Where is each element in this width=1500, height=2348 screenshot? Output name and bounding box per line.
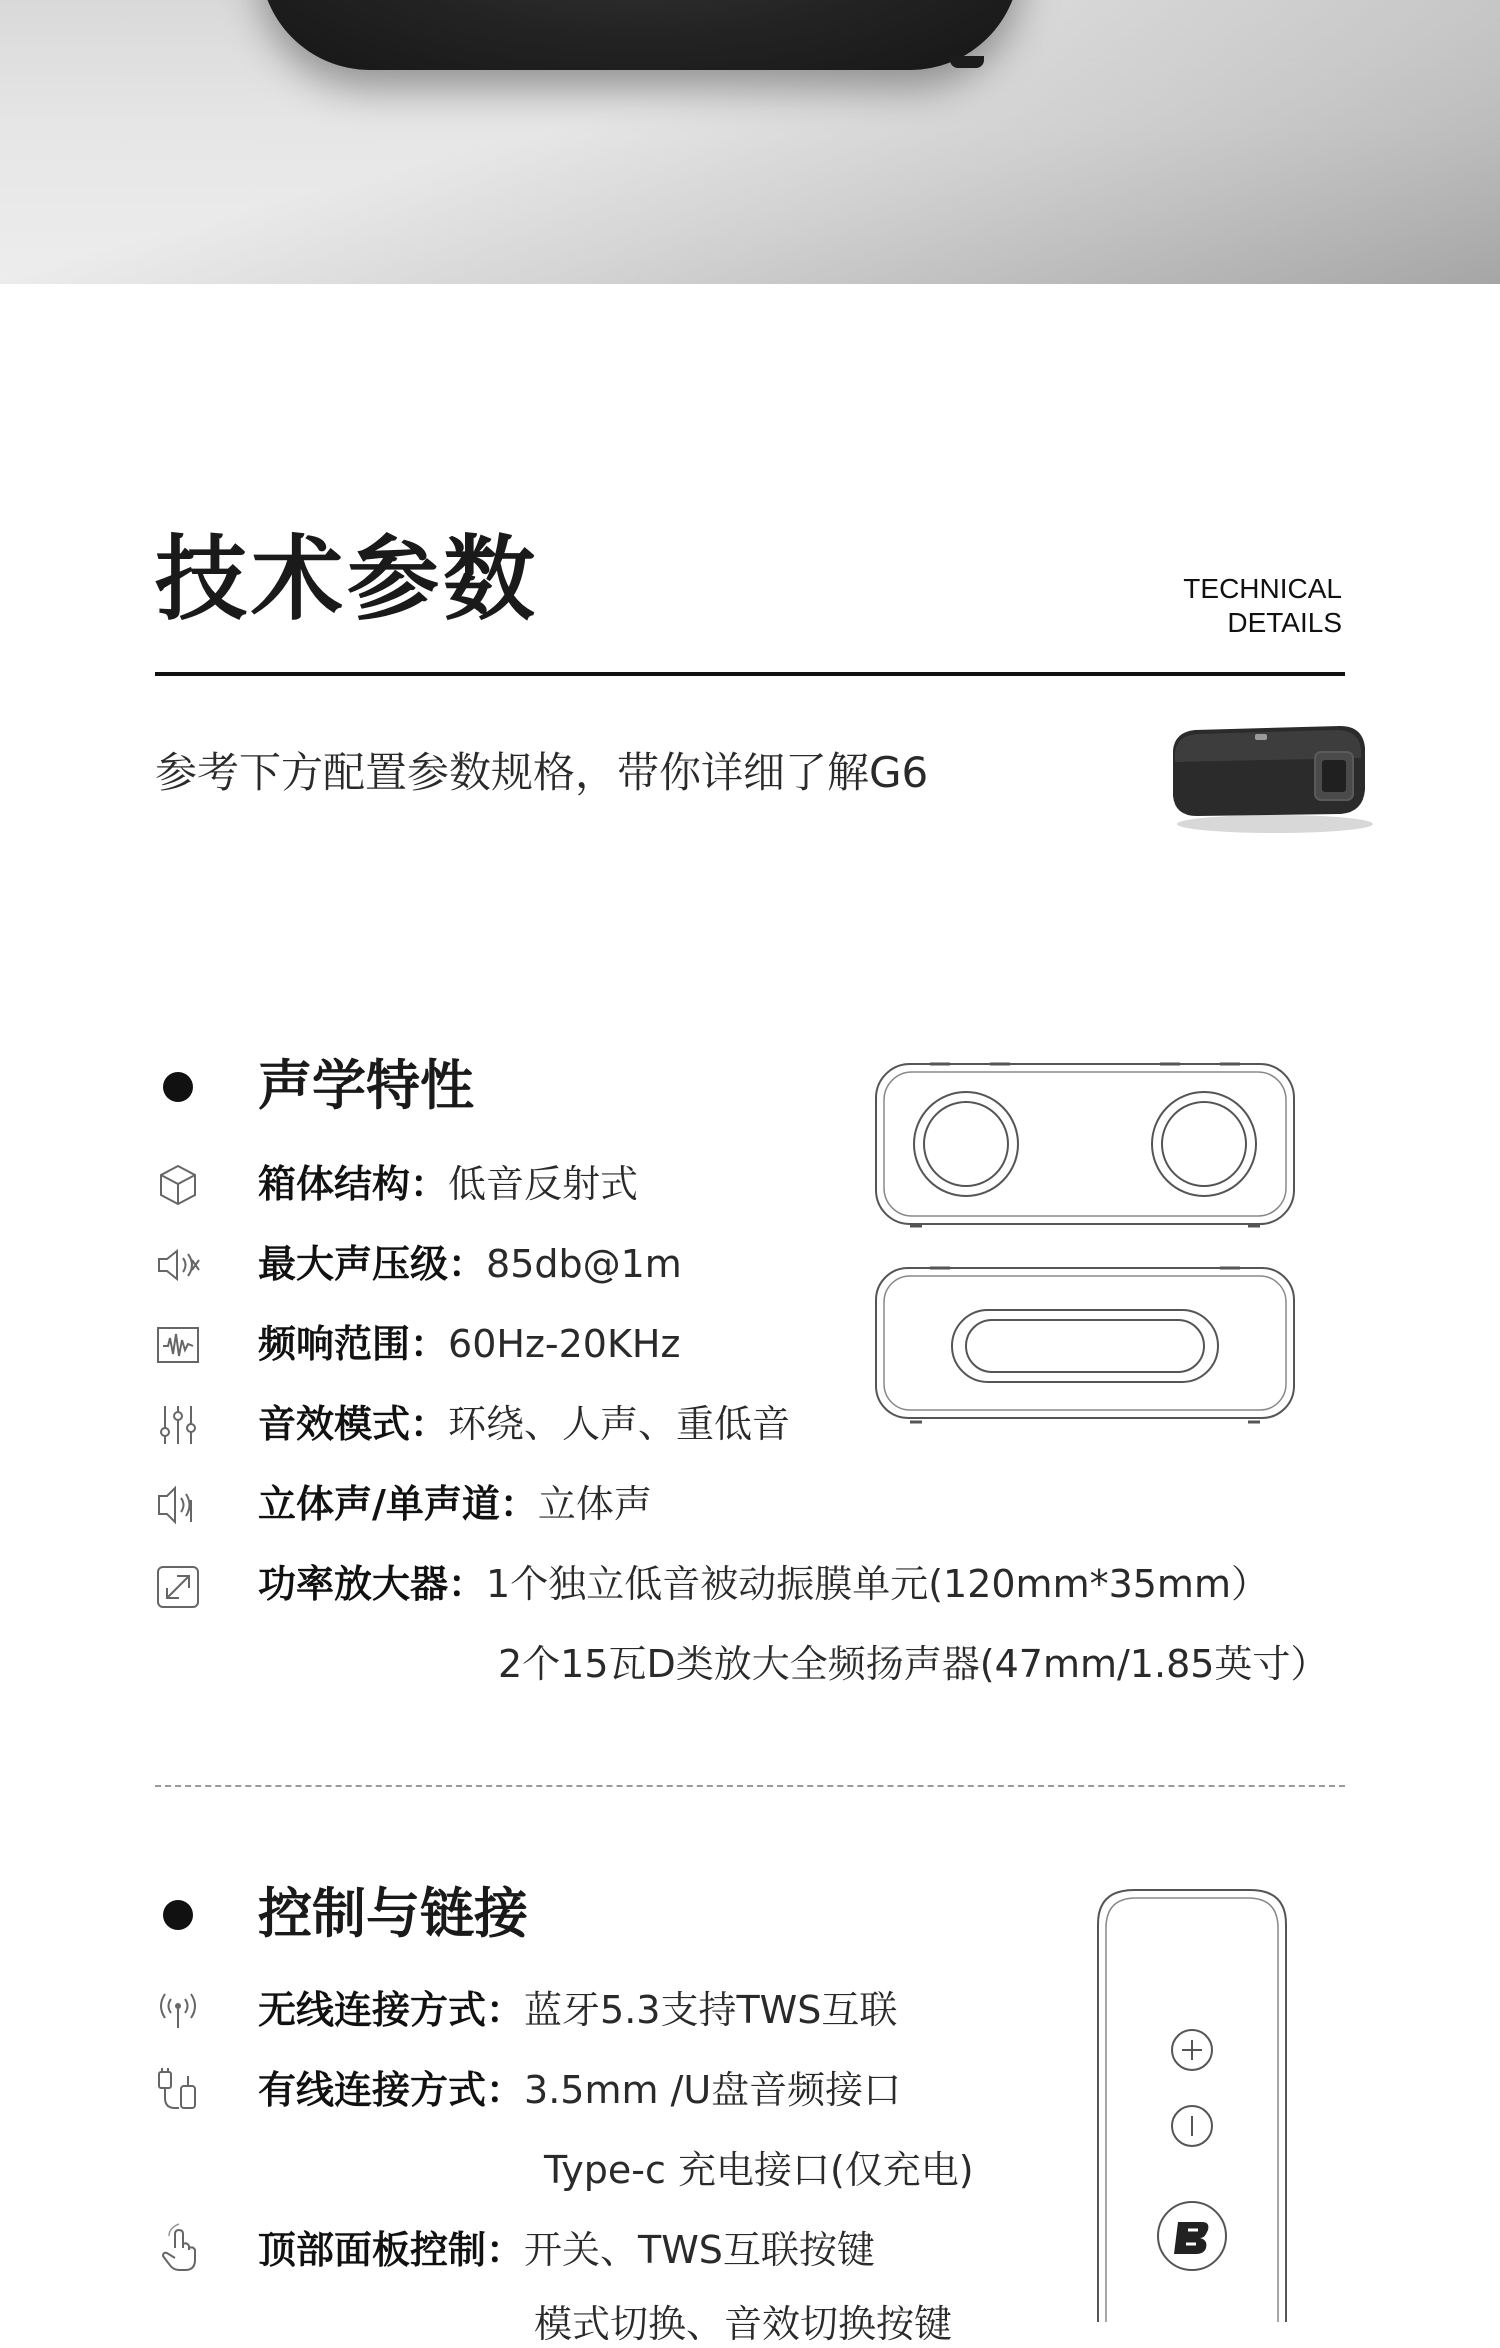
spec-value: 开关、TWS互联按键 (524, 2228, 875, 2272)
spec-key: 功率放大器： (258, 1562, 487, 1606)
spec-key: 箱体结构： (258, 1162, 449, 1206)
acoustic-section-title: 声学特性 (258, 1054, 474, 1117)
spec-key: 有线连接方式： (258, 2068, 525, 2112)
equalizer-icon (155, 1402, 201, 1448)
spec-value: 3.5mm /U盘音频接口 (524, 2068, 902, 2112)
speaker-volume-icon (155, 1242, 201, 1288)
spec-panel-line2: 模式切换、音效切换按键 (534, 2302, 953, 2346)
waveform-icon (155, 1322, 201, 1368)
spec-key: 立体声/单声道： (258, 1482, 538, 1526)
spec-amplifier-line2: 2个15瓦D类放大全频扬声器(47mm/1.85英寸） (498, 1642, 1329, 1686)
page-title-english (1183, 572, 1342, 640)
spec-wired-line2: Type-c 充电接口(仅充电) (544, 2148, 974, 2192)
spec-row-top-panel (258, 2226, 875, 2274)
title-en-line2: DETAILS (1227, 607, 1342, 638)
spec-key: 音效模式： (258, 1402, 449, 1446)
speaker-top-panel-line-art (1090, 1884, 1294, 2322)
spec-value: 蓝牙5.3支持TWS互联 (524, 1988, 898, 2032)
acoustic-bullet (163, 1072, 193, 1102)
spec-value: 立体声 (537, 1482, 652, 1526)
spec-key: 无线连接方式： (258, 1988, 525, 2032)
spec-key: 最大声压级： (258, 1242, 487, 1286)
hero-product-photo (0, 0, 1500, 284)
control-section-title: 控制与链接 (258, 1882, 528, 1945)
wireless-icon (155, 1986, 201, 2032)
spec-key: 频响范围： (258, 1322, 449, 1366)
spec-value: 环绕、人声、重低音 (448, 1402, 791, 1446)
cube-icon (155, 1162, 201, 1208)
speaker-front-line-art (870, 1056, 1300, 1236)
stereo-icon (155, 1482, 201, 1528)
spec-row-wired (258, 2066, 901, 2114)
spec-row-frequency (258, 1320, 680, 1368)
mini-speaker-image (1165, 712, 1380, 837)
speaker-back-line-art (870, 1262, 1300, 1432)
spec-value: 60Hz-20KHz (448, 1322, 681, 1366)
expand-icon (155, 1564, 201, 1610)
touch-hand-icon (155, 2226, 201, 2272)
spec-row-amplifier (258, 1560, 1269, 1608)
spec-row-wireless (258, 1986, 897, 2034)
header-divider (155, 672, 1345, 676)
hero-shadow (0, 0, 1500, 284)
spec-value: 1个独立低音被动振膜单元(120mm*35mm） (486, 1562, 1269, 1606)
intro-text: 参考下方配置参数规格，带你详细了解G6 (155, 748, 929, 797)
page-title: 技术参数 (155, 526, 540, 633)
title-en-line1: TECHNICAL (1183, 573, 1342, 604)
spec-row-enclosure (258, 1160, 638, 1208)
spec-row-stereo (258, 1480, 652, 1528)
spec-value: 低音反射式 (448, 1162, 639, 1206)
spec-value: 85db@1m (486, 1242, 682, 1286)
control-bullet (163, 1900, 193, 1930)
spec-row-sound-modes (258, 1400, 790, 1448)
spec-row-max-spl (258, 1240, 682, 1288)
spec-key: 顶部面板控制： (258, 2228, 525, 2272)
section-divider (155, 1785, 1345, 1787)
cable-plug-icon (155, 2066, 201, 2112)
